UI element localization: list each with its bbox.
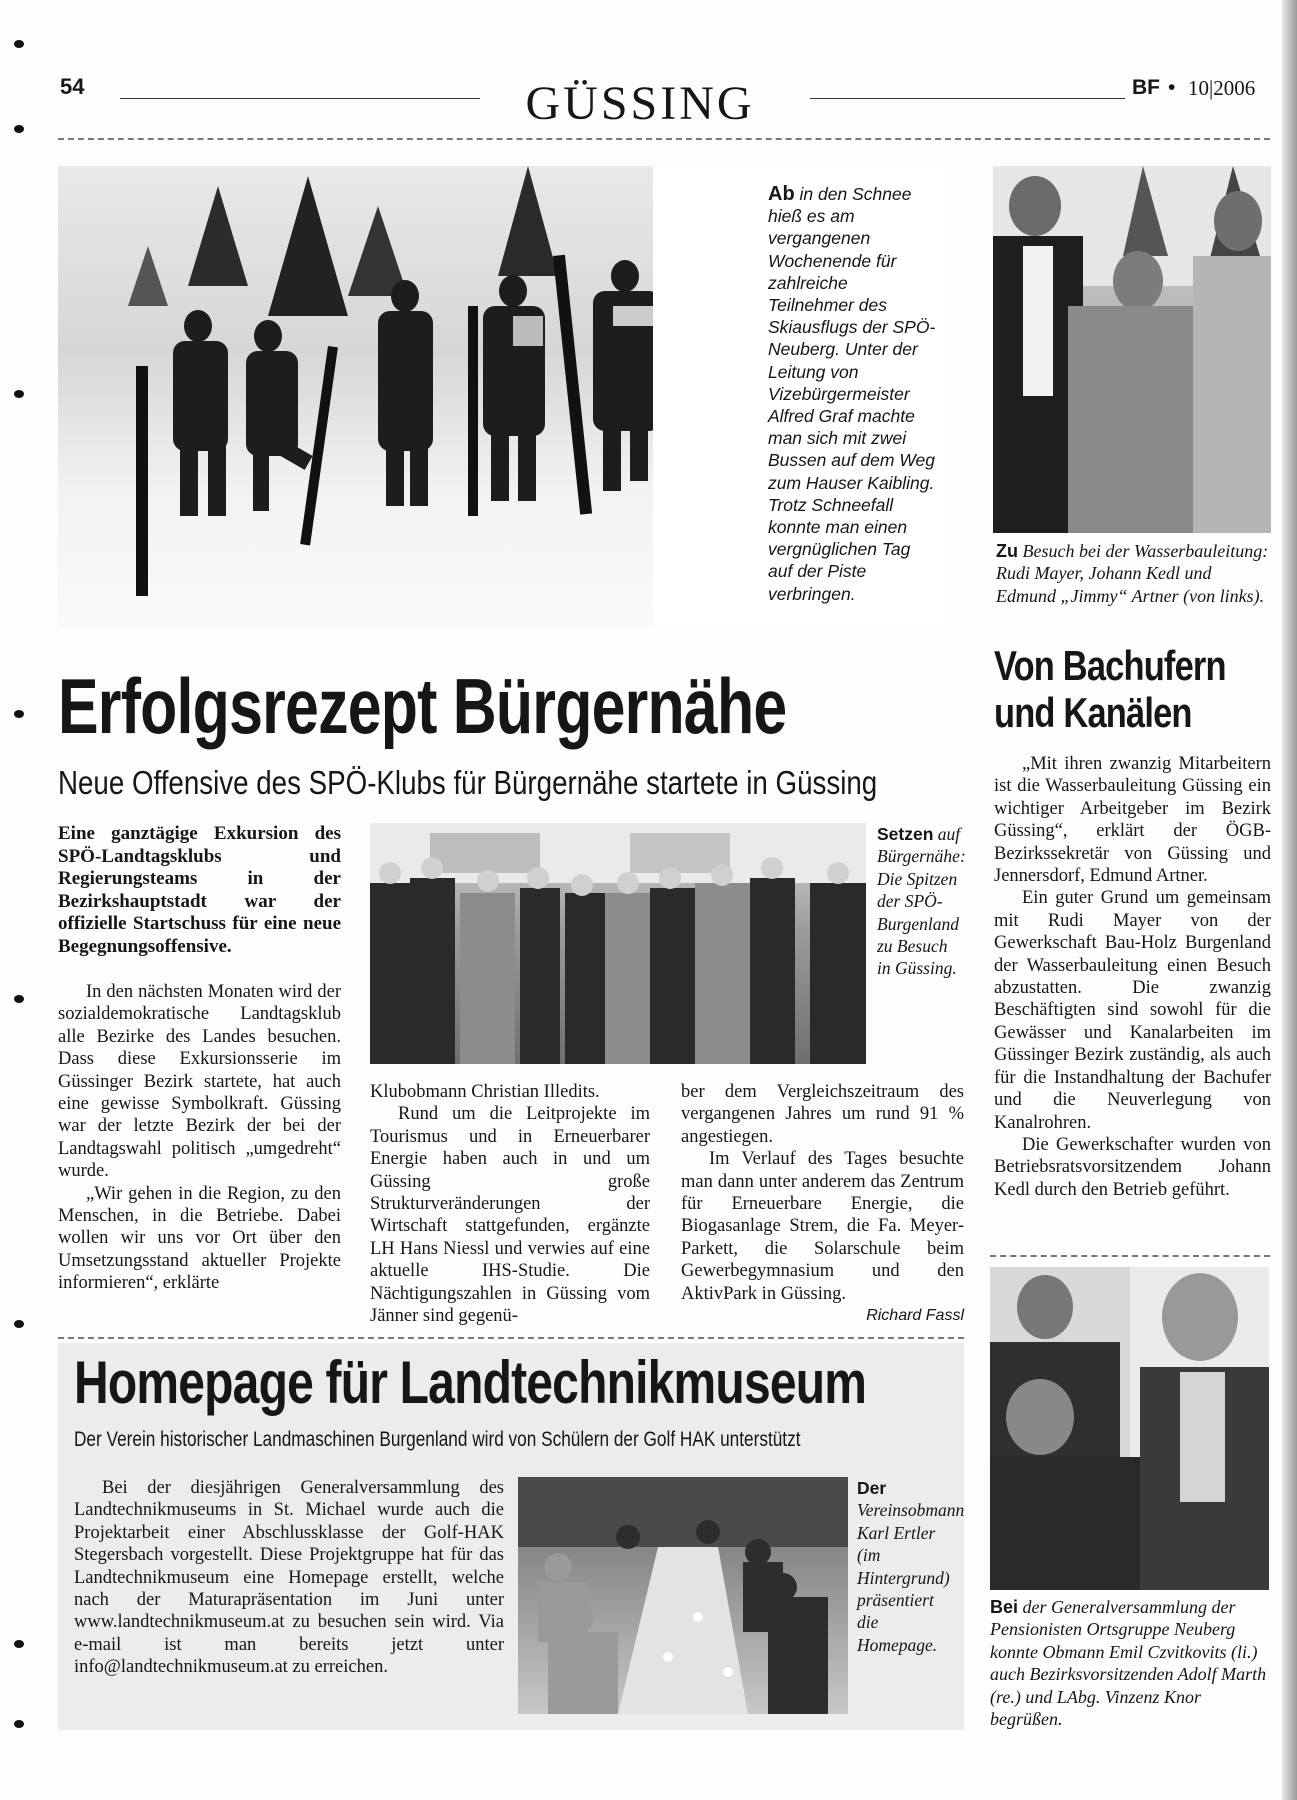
museum-meeting-photo	[518, 1477, 848, 1714]
main-subheadline: Neue Offensive des SPÖ-Klubs für Bürgernähe startete in Güssing	[58, 764, 878, 801]
binder-hole	[14, 1720, 24, 1728]
spoe-group-photo	[370, 823, 866, 1064]
paragraph: Die Gewerkschafter wurden von Betriebsratsvorsitzendem Johann Kedl durch den Betrieb geführt.	[994, 1134, 1271, 1200]
pension-photo-caption	[990, 1596, 1269, 1730]
museum-article-body	[74, 1477, 504, 1679]
paragraph: ber dem Vergleichszeitraum des vergangenen Jahres um rund 91 % angestiegen.	[681, 1082, 964, 1147]
side-headline-line: Von Bachufern	[994, 642, 1226, 689]
binder-hole	[14, 125, 24, 133]
article-column-3	[681, 1081, 964, 1327]
header-dashed-rule	[58, 138, 1270, 140]
caption-text: in den Schnee hieß es am vergangenen Wochenende für zahlreiche Teilnehmer des Skiausflugs der SPÖ-Neuberg. Unter der Leitung von Vizebürgermeister Alfred Graf machte man sich mit zwei Bussen auf dem Weg zum Hauser Kaibling. Trotz Schneefall konnte man einen vergnüglichen Tag auf der Piste verbringen.	[768, 184, 936, 604]
wasser-photo-caption	[996, 540, 1271, 607]
caption-text: Besuch bei der Wasserbauleitung: Rudi Mayer, Johann Kedl und Edmund „Jimmy“ Artner (von links).	[996, 541, 1269, 606]
binder-hole	[14, 1640, 24, 1648]
museum-headline: Homepage für Landtechnikmuseum	[74, 1349, 867, 1416]
caption-text: auf Bürgernähe: Die Spitzen der SPÖ-Burgenland zu Besuch in Güssing.	[877, 824, 966, 979]
page-number: 54	[60, 74, 85, 99]
header-rule	[810, 98, 1125, 99]
caption-lead: Zu	[996, 541, 1018, 561]
header-rule	[120, 98, 480, 99]
side-headline	[994, 642, 1226, 736]
paragraph: Ein guter Grund um gemeinsam mit Rudi Mayer von der Gewerkschaft Bau-Holz Burgenland der Wasserbauleitung einen Besuch abzustatten. Die zwanzig Beschäftigten sind sowohl für die Gewässer und Kanalarbeiten im Güssinger Bezirk zuständig, als auch für die Instandhaltung der Bachufer und die Neuverlegung von Kanalrohren.	[994, 888, 1271, 1133]
ski-photo-caption	[768, 183, 938, 605]
paragraph-text: Im Verlauf des Tages besuchte man dann unter anderem das Zentrum für Erneuerbare Energie, die Biogasanlage Strem, die Fa. Meyer-Parkett, die Solarschule beim Gewerbegymnasium und den AktivPark in Güssing.	[681, 1149, 964, 1304]
page-gutter	[1282, 0, 1297, 1800]
paragraph: Rund um die Leitprojekte im Tourismus und in Erneuerbarer Energie haben auch in und um Güssing große Strukturveränderungen der Wirtschaft stattgefunden, ergänzte LH Hans Niessl und verwies auf eine aktuelle IHS-Studie. Die Nächtigungszahlen in Güssing vom Jänner sind gegenü-	[370, 1104, 650, 1327]
header-bullet: •	[1168, 76, 1176, 99]
main-headline: Erfolgsrezept Bürgernähe	[58, 662, 787, 750]
caption-lead: Der	[857, 1478, 887, 1498]
side-article-body	[994, 753, 1271, 1201]
paragraph: Klubobmann Christian Illedits.	[370, 1082, 600, 1102]
binder-hole	[14, 1320, 24, 1328]
article-column-1	[58, 823, 341, 1295]
article-lead: Eine ganztägige Exkursion des SPÖ-Landtagsklubs und Regierungsteams in der Bezirkshauptstadt war der offizielle Startschuss für eine neue Begegnungsoffensive.	[58, 823, 341, 957]
article-column-2	[370, 1081, 650, 1327]
caption-text: der Generalversammlung der Pensionisten Ortsgruppe Neuberg konnte Obmann Emil Czvitkovits (li.) auch Bezirksvorsitzenden Adolf Marth (re.) und LAbg. Vinzenz Knor begrüßen.	[990, 1597, 1267, 1730]
museum-photo-caption	[857, 1477, 965, 1656]
paragraph: „Mit ihren zwanzig Mitarbeitern ist die Wasserbauleitung Güssing ein wichtiger Arbeitgeber im Bezirk Güssing“, erklärt der ÖGB-Bezirkssekretär von Güssing und Jennersdorf, Edmund Artner.	[994, 754, 1271, 887]
binder-hole	[14, 390, 24, 398]
paragraph: In den nächsten Monaten wird der sozialdemokratische Landtagsklub alle Bezirke des Landes besuchen. Dass diese Exkursionsserie im Güssinger Bezirk startete, hat auch eine gewisse Symbolkraft. Güssing war der letzte Bezirk der bei der Landtagswahl politisch „umgedreht“ wurde.	[58, 982, 341, 1182]
wasserbauleitung-photo	[993, 166, 1271, 533]
side-headline-line: und Kanälen	[994, 689, 1192, 736]
paragraph	[681, 1148, 964, 1325]
paragraph: „Wir gehen in die Region, zu den Menschen, in die Betriebe. Dabei wollen wir uns vor Ort über den Umsetzungsstand aktueller Projekte informieren“, erklärte	[58, 1183, 341, 1294]
section-title: GÜSSING	[525, 77, 755, 130]
binder-hole	[14, 995, 24, 1003]
pensionisten-photo	[990, 1267, 1269, 1590]
museum-subheadline: Der Verein historischer Landmaschinen Burgenland wird von Schülern der Golf HAK unterstützt	[74, 1428, 801, 1451]
issue-number: 10|2006	[1188, 76, 1256, 100]
binder-hole	[14, 710, 24, 718]
caption-lead: Bei	[990, 1597, 1019, 1617]
author-byline: Richard Fassl	[866, 1307, 964, 1325]
publication-name: BF	[1132, 76, 1160, 99]
spoe-photo-caption	[877, 823, 966, 980]
side-dashed-rule	[990, 1255, 1270, 1257]
caption-lead: Setzen	[877, 824, 934, 844]
binder-hole	[14, 40, 24, 48]
caption-text: Vereinsobmann Karl Ertler (im Hintergrund) präsentiert die Homepage.	[857, 1500, 965, 1655]
caption-lead: Ab	[768, 183, 795, 205]
paragraph: Bei der diesjährigen Generalversammlung des Landtechnikmuseums in St. Michael wurde auch die Projektarbeit einer Abschlussklasse der Golf-HAK Stegersbach vorgestellt. Diese Projektgruppe hat für das Landtechnikmuseum eine Homepage erstellt, welche nach der Maturapräsentation im Juni unter www.landtechnikmuseum.at zu besuchen sein wird. Via e-mail ist man bereits jetzt unter info@landtechnikmuseum.at zu erreichen.	[74, 1478, 504, 1678]
